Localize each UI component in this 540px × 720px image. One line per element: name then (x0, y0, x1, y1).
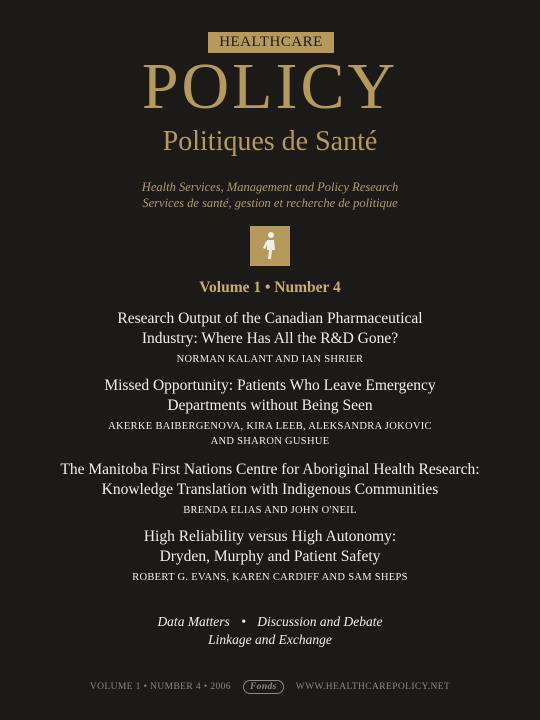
article-title-line: High Reliability versus High Autonomy: (143, 528, 397, 545)
journal-subtitle: Politiques de Santé (162, 126, 378, 157)
section-discussion-debate: Discussion and Debate (257, 614, 383, 629)
tagline-english: Health Services, Management and Policy Research (141, 180, 399, 194)
section-linkage-exchange: Linkage and Exchange (208, 632, 332, 647)
walking-person-icon (250, 226, 290, 266)
article-title-line: Industry: Where Has All the R&D Gone? (141, 330, 399, 347)
footer (0, 678, 540, 696)
article-authors: AND SHARON GUSHUE (210, 436, 330, 447)
tagline-french: Services de santé, gestion et recherche de politique (142, 196, 398, 210)
article-3 (0, 460, 540, 518)
volume-number: Volume 1 • Number 4 (199, 279, 341, 296)
article-1 (0, 309, 540, 367)
article-authors: BRENDA ELIAS AND JOHN O'NEIL (183, 505, 357, 516)
article-title-line: Knowledge Translation with Indigenous Communities (101, 481, 439, 498)
article-title-line: Dryden, Murphy and Patient Safety (159, 548, 381, 565)
article-authors: AKERKE BAIBERGENOVA, KIRA LEEB, ALEKSANDRA JOKOVIC (108, 421, 432, 432)
article-authors: NORMAN KALANT AND IAN SHRIER (176, 354, 364, 365)
fonds-logo: Fonds (243, 680, 284, 694)
article-title-line: The Manitoba First Nations Centre for Aboriginal Health Research: (60, 461, 480, 478)
section-list (0, 631, 540, 649)
footer-url: WWW.HEALTHCAREPOLICY.NET (295, 682, 451, 692)
journal-title: POLICY (141, 50, 399, 123)
section-data-matters: Data Matters (157, 614, 230, 629)
article-4 (0, 527, 540, 585)
section-list (0, 613, 540, 631)
article-authors: ROBERT G. EVANS, KAREN CARDIFF AND SAM SHEPS (132, 572, 408, 583)
masthead-badge: HEALTHCARE (208, 32, 334, 53)
article-title-line: Research Output of the Canadian Pharmaceutical (117, 310, 423, 327)
article-title-line: Departments without Being Seen (167, 397, 373, 414)
footer-issue-info: VOLUME 1 • NUMBER 4 • 2006 (89, 682, 231, 692)
article-2 (0, 376, 540, 449)
section-separator: • (241, 614, 246, 629)
article-title-line: Missed Opportunity: Patients Who Leave Emergency (104, 377, 436, 394)
